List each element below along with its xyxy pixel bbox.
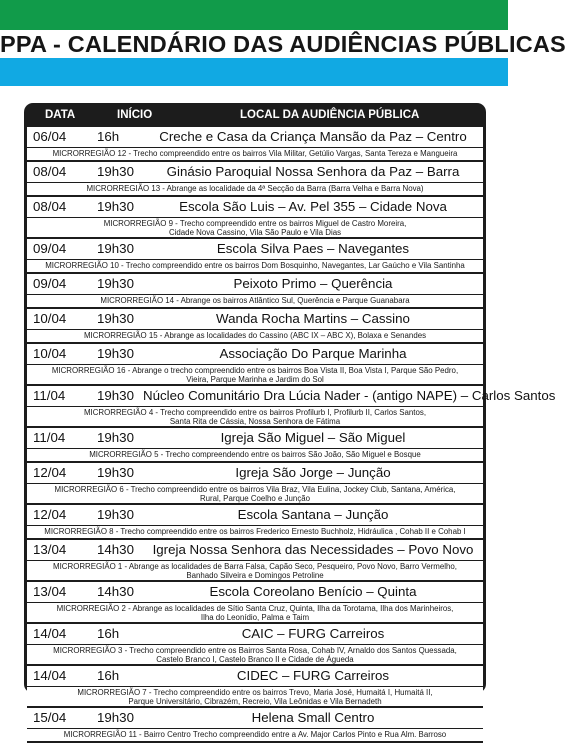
location-cell: Núcleo Comunitário Dra Lúcia Nader - (antigo NAPE) – Carlos Santos xyxy=(143,386,483,406)
description-line: Rural, Parque Coelho e Junção xyxy=(199,493,311,503)
microregion-description xyxy=(27,484,483,505)
hearing-main-row xyxy=(27,274,483,295)
time-cell: 16h xyxy=(84,666,142,686)
location-cell: Associação Do Parque Marinha xyxy=(143,344,483,364)
microregion-description xyxy=(27,561,483,582)
date-cell: 14/04 xyxy=(27,624,83,644)
table-row xyxy=(27,239,483,274)
description-line: MICRORREGIÃO 5 - Trecho compreendendo entre os bairros São João, São Miguel e Bosque xyxy=(89,450,421,459)
microregion-description xyxy=(27,687,483,708)
microregion-description xyxy=(27,295,483,309)
top-green-band xyxy=(0,0,508,30)
hearing-main-row xyxy=(27,386,556,407)
description-line: Santa Rita de Cássia, Nossa Senhora de Fátima xyxy=(169,416,341,426)
description-line: MICRORREGIÃO 16 - Abrange o trecho compreendido entre os bairros Boa Vista II, Boa Vista I, Parque São Pedro, xyxy=(51,366,459,375)
hearing-main-row xyxy=(27,309,483,330)
time-cell: 19h30 xyxy=(84,162,142,182)
description-line: Ilha do Leonídio, Palma e Taim xyxy=(200,612,310,622)
time-cell: 19h30 xyxy=(84,505,142,525)
description-line: Banhado Silveira e Domingos Petroline xyxy=(186,570,324,580)
page-title: PPA - CALENDÁRIO DAS AUDIÊNCIAS PÚBLICAS xyxy=(0,31,566,57)
microregion-description xyxy=(27,183,483,197)
description-line: MICRORREGIÃO 13 - Abrange as localidade da 4ª Secção da Barra (Barra Velha e Barra Nova) xyxy=(86,184,424,193)
hearing-main-row xyxy=(27,540,483,561)
table-row xyxy=(27,463,483,505)
table-row xyxy=(27,309,483,344)
time-cell: 19h30 xyxy=(84,309,142,329)
location-cell: Wanda Rocha Martins – Cassino xyxy=(143,309,483,329)
table-row xyxy=(27,274,483,309)
location-cell: Escola Coreolano Benício – Quinta xyxy=(143,582,483,602)
header-location: LOCAL DA AUDIÊNCIA PÚBLICA xyxy=(240,109,420,121)
microregion-description xyxy=(27,218,483,239)
microregion-description xyxy=(27,729,483,743)
table-row xyxy=(27,386,556,428)
description-line: MICRORREGIÃO 14 - Abrange os bairros Atlântico Sul, Querência e Parque Guanabara xyxy=(100,296,410,305)
description-line: MICRORREGIÃO 7 - Trecho compreendido entre os bairros Trevo, Maria José, Humaitá I, Humaitá II, xyxy=(77,688,433,697)
microregion-description xyxy=(27,260,483,274)
microregion-description xyxy=(27,603,483,624)
hearing-main-row xyxy=(27,624,483,645)
hearing-main-row xyxy=(27,582,483,603)
description-line: MICRORREGIÃO 8 - Trecho compreendido entre os bairros Frederico Ernesto Buchholz, Hidráulica , Cohab II e Cohab I xyxy=(44,527,466,536)
time-cell: 19h30 xyxy=(84,344,142,364)
date-cell: 14/04 xyxy=(27,666,83,686)
location-cell: Igreja São Jorge – Junção xyxy=(143,463,483,483)
table-body xyxy=(27,127,556,739)
location-cell: Creche e Casa da Criança Mansão da Paz – Centro xyxy=(143,127,483,147)
location-cell: Escola São Luis – Av. Pel 355 – Cidade Nova xyxy=(143,197,483,217)
location-cell: Escola Silva Paes – Navegantes xyxy=(143,239,483,259)
description-line: MICRORREGIÃO 6 - Trecho compreendido entre os bairros Vila Braz, Vila Eulina, Jockey Club, Santana, América, xyxy=(54,485,456,494)
header-date: DATA xyxy=(45,109,76,121)
time-cell: 16h xyxy=(84,127,142,147)
hearing-main-row xyxy=(27,708,483,729)
hearing-main-row xyxy=(27,505,483,526)
date-cell: 08/04 xyxy=(27,162,83,182)
location-cell: CAIC – FURG Carreiros xyxy=(143,624,483,644)
table-row xyxy=(27,127,483,162)
table-row xyxy=(27,624,483,666)
hearing-main-row xyxy=(27,239,483,260)
location-cell: Igreja Nossa Senhora das Necessidades – Povo Novo xyxy=(143,540,483,560)
description-line: MICRORREGIÃO 10 - Trecho compreendido entre os bairros Dom Bosquinho, Navegantes, Lar Gaúcho e Vila Santinha xyxy=(45,261,465,270)
table-header xyxy=(24,103,486,127)
microregion-description xyxy=(27,645,483,666)
date-cell: 09/04 xyxy=(27,274,83,294)
time-cell: 19h30 xyxy=(84,708,142,728)
description-line: MICRORREGIÃO 12 - Trecho compreendido entre os bairros Vila Militar, Getúlio Vargas, Santa Tereza e Mangueira xyxy=(52,149,458,158)
description-line: Vieira, Parque Marinha e Jardim do Sol xyxy=(186,374,324,384)
microregion-description xyxy=(27,148,483,162)
date-cell: 11/04 xyxy=(27,428,83,448)
time-cell: 19h30 xyxy=(84,463,142,483)
date-cell: 12/04 xyxy=(27,505,83,525)
time-cell: 14h30 xyxy=(84,540,142,560)
table-row xyxy=(27,428,483,463)
time-cell: 19h30 xyxy=(84,197,142,217)
hearing-main-row xyxy=(27,428,483,449)
hearing-main-row xyxy=(27,197,483,218)
hearing-main-row xyxy=(27,463,483,484)
description-line: Cidade Nova Cassino, Vila São Paulo e Vila Dias xyxy=(168,227,342,237)
time-cell: 19h30 xyxy=(84,239,142,259)
location-cell: Escola Santana – Junção xyxy=(143,505,483,525)
description-line: Castelo Branco I, Castelo Branco II e Cidade de Águeda xyxy=(156,654,354,664)
blue-band xyxy=(0,58,508,86)
date-cell: 09/04 xyxy=(27,239,83,259)
table-row xyxy=(27,666,483,708)
table-row xyxy=(27,197,483,239)
time-cell: 19h30 xyxy=(84,386,142,406)
description-line: Parque Universitário, Cibrazém, Recreio, Vila Leônidas e Vila Bernadeth xyxy=(128,696,382,706)
date-cell: 10/04 xyxy=(27,344,83,364)
microregion-description xyxy=(27,330,483,344)
table-row xyxy=(27,708,483,743)
description-line: MICRORREGIÃO 11 - Bairro Centro Trecho compreendido entre a Av. Major Carlos Pinto e Rua Alm. Barroso xyxy=(63,730,447,739)
date-cell: 15/04 xyxy=(27,708,83,728)
hearing-main-row xyxy=(27,666,483,687)
location-cell: Helena Small Centro xyxy=(143,708,483,728)
table-row xyxy=(27,344,483,386)
date-cell: 13/04 xyxy=(27,582,83,602)
date-cell: 11/04 xyxy=(27,386,83,406)
date-cell: 06/04 xyxy=(27,127,83,147)
table-row xyxy=(27,582,483,624)
hearing-main-row xyxy=(27,344,483,365)
date-cell: 10/04 xyxy=(27,309,83,329)
location-cell: Peixoto Primo – Querência xyxy=(143,274,483,294)
location-cell: CIDEC – FURG Carreiros xyxy=(143,666,483,686)
hearing-main-row xyxy=(27,162,483,183)
date-cell: 08/04 xyxy=(27,197,83,217)
time-cell: 14h30 xyxy=(84,582,142,602)
date-cell: 13/04 xyxy=(27,540,83,560)
table-row xyxy=(27,540,483,582)
description-line: MICRORREGIÃO 15 - Abrange as localidades do Cassino (ABC IX – ABC X), Bolaxa e Senandes xyxy=(83,331,427,340)
time-cell: 19h30 xyxy=(84,274,142,294)
location-cell: Igreja São Miguel – São Miguel xyxy=(143,428,483,448)
description-line: MICRORREGIÃO 4 - Trecho compreendido entre os bairros Profilurb I, Profilurb II, Carlos Santos, xyxy=(83,408,427,417)
header-time: INÍCIO xyxy=(117,109,153,121)
description-line: MICRORREGIÃO 9 - Trecho compreendido entre os bairros Miguel de Castro Moreira, xyxy=(103,219,407,228)
date-cell: 12/04 xyxy=(27,463,83,483)
microregion-description xyxy=(27,526,483,540)
table-row xyxy=(27,505,483,540)
description-line: MICRORREGIÃO 3 - Trecho compreendido entre os Bairros Santa Rosa, Cohab IV, Arnaldo dos Santos Quessada, xyxy=(53,646,457,655)
table-row xyxy=(27,162,483,197)
location-cell: Ginásio Paroquial Nossa Senhora da Paz – Barra xyxy=(143,162,483,182)
microregion-description xyxy=(27,407,483,428)
description-line: MICRORREGIÃO 2 - Abrange as localidades de Sítio Santa Cruz, Quinta, Ilha da Torotama, Ilha dos Marinheiros, xyxy=(56,604,454,613)
description-line: MICRORREGIÃO 1 - Abrange as localidades de Barra Falsa, Capão Seco, Pesqueiro, Povo Novo, Barro Vermelho, xyxy=(53,562,457,571)
hearing-main-row xyxy=(27,127,483,148)
microregion-description xyxy=(27,449,483,463)
hearings-table xyxy=(24,103,556,739)
time-cell: 16h xyxy=(84,624,142,644)
microregion-description xyxy=(27,365,483,386)
time-cell: 19h30 xyxy=(84,428,142,448)
